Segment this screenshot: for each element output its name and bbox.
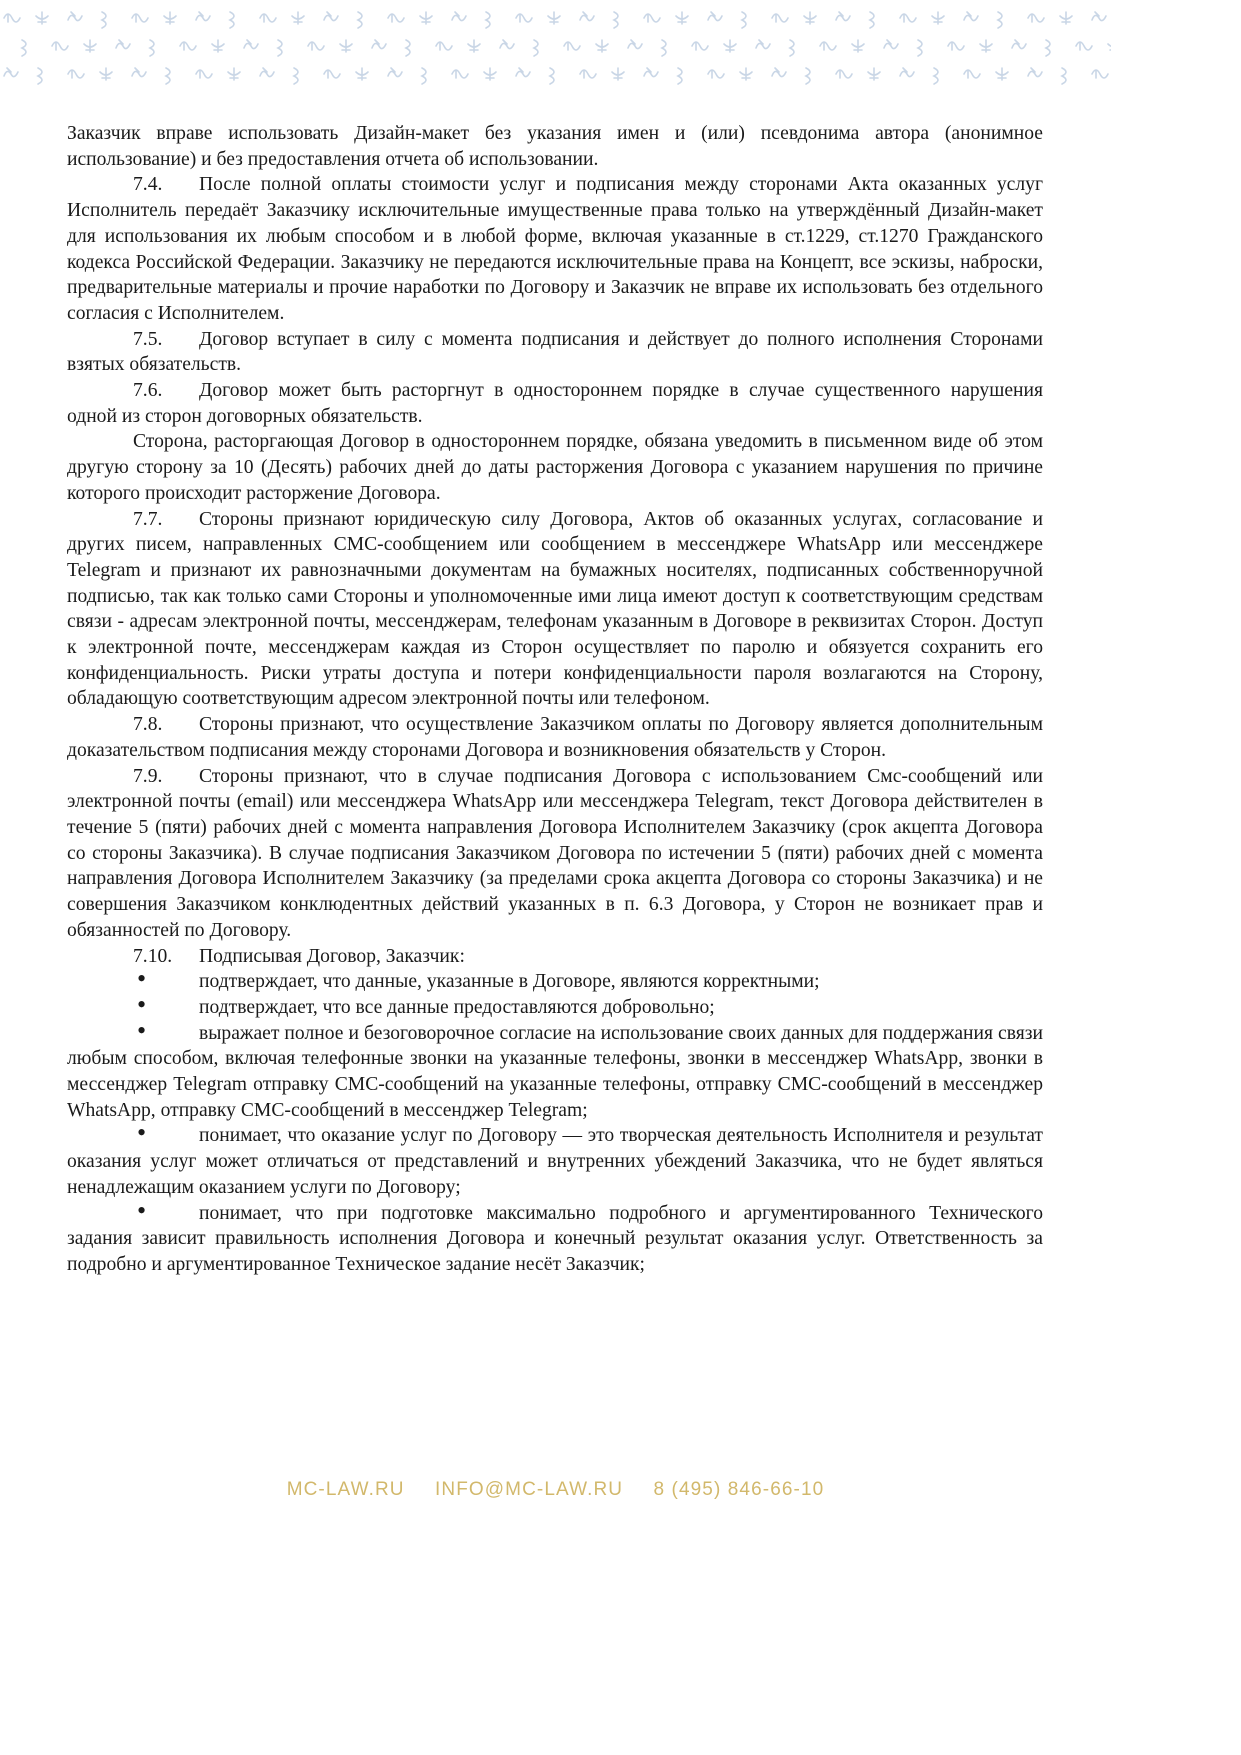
ornament-glyph-icon: [806, 68, 810, 84]
ornament-glyph-icon: [308, 42, 324, 50]
ornament-glyph-icon: [612, 68, 624, 80]
footer-phone[interactable]: 8 (495) 846-66-10: [653, 1479, 825, 1500]
ornament-glyph-icon: [900, 68, 914, 77]
ornament-glyph-icon: [964, 70, 980, 78]
ornament-glyph-icon: [150, 40, 154, 56]
ornament-glyph-icon: [550, 68, 554, 84]
ornament-glyph-icon: [388, 14, 404, 22]
ornament-glyph-icon: [644, 14, 660, 22]
ornament-glyph-icon: [756, 40, 770, 49]
ornament-glyph-icon: [900, 14, 916, 22]
ornament-glyph-icon: [772, 14, 788, 22]
clause-7-6: 7.6. Договор может быть расторгнут в одностороннем порядке в случае существенного нарушения одной из сторон договорных обязательств.: [67, 380, 1043, 427]
clause-7-9: 7.9. Стороны признают, что в случае подписания Договора с использованием Смс-сообщений или электронной почты (email) или мессенджера WhatsApp или мессенджера Telegram, текст Договора действителен в течение 5 (пяти) рабочих дней с момента направления Договора Исполнителем Заказчику (срок акцепта Договора со стороны Заказчика). В случае подписания Заказчиком Договора по истечении 5 (пяти) рабочих дней с момента направления Договора Исполнителем Заказчику (за пределами срока акцепта Договора со стороны Заказчика) и не совершения Заказчиком конклюдентных действий указанных в п. 6.3 Договора, у Сторон не возникает прав и обязанностей по Договору.: [67, 765, 1043, 941]
ornament-glyph-icon: [4, 14, 20, 22]
ornament-glyph-icon: [772, 68, 786, 77]
ornament-glyph-icon: [870, 12, 874, 28]
ornament-glyph-icon: [436, 42, 452, 50]
ornament-glyph-icon: [678, 68, 682, 84]
ornament-glyph-icon: [996, 68, 1008, 80]
ornament-glyph-icon: [868, 68, 880, 80]
clause-7-7: 7.7. Стороны признают юридическую силу Договора, Актов об оказанных услугах, согласование и других писем, направленных СМС-сообщением или сообщением в мессенджере WhatsApp или мессенджере Telegram и признают их равнозначными документам на бумажных носителях, подписанных собственноручной подписью, так как только сами Стороны и уполномоченные ими лица имеют доступ к соответствующим средствам связи - адресам электронной почты, мессенджерам, телефонам указанным в Договоре в реквизитах Сторон. Доступ к электронной почте, мессенджерам каждая из Сторон осуществляет по паролю и обязуется сохранить его конфиденциальность. Риски утраты доступа и потери конфиденциальности пароля возлагаются на Сторону, обладающую соответствующим адресом электронной почты или телефоном.: [67, 508, 1043, 710]
ornament-glyph-icon: [212, 40, 224, 52]
ornament-glyph-icon: [292, 12, 304, 24]
bullet-icon: [133, 1201, 199, 1227]
ornament-glyph-icon: [580, 12, 594, 21]
ornament-glyph-icon: [724, 40, 736, 52]
decorative-pattern-header: [0, 0, 1111, 100]
list-item: •понимает, что при подготовке максимально подробного и аргументированного Технического задания зависит правильность исполнения Договора и конечный результат оказания услуг. Ответственность за подробно и аргументированное Техническое задание несёт Заказчик;: [67, 1201, 1043, 1278]
ornament-glyph-icon: [356, 68, 368, 80]
ornament-glyph-icon: [932, 12, 944, 24]
ornament-glyph-icon: [420, 12, 432, 24]
ornament-glyph-icon: [180, 42, 196, 50]
ornament-glyph-icon: [934, 68, 938, 84]
ornament-glyph-icon: [884, 40, 898, 49]
ornament-glyph-icon: [372, 40, 386, 49]
footer-contacts: [0, 1479, 1111, 1501]
ornament-glyph-icon: [614, 12, 618, 28]
ornament-glyph-icon: [1076, 42, 1092, 50]
ornament-glyph-icon: [468, 40, 480, 52]
ornament-glyph-icon: [132, 14, 148, 22]
ornament-glyph-icon: [486, 12, 490, 28]
ornament-glyph-icon: [644, 68, 658, 77]
clause-7-8: 7.8. Стороны признают, что осуществление Заказчиком оплаты по Договору является дополнительным доказательством подписания между сторонами Договора и возникновения обязательств у Сторон.: [67, 714, 1043, 761]
ornament-glyph-icon: [1012, 40, 1026, 49]
ornament-glyph-icon: [1028, 68, 1042, 77]
ornament-glyph-icon: [692, 42, 708, 50]
list-item: •подтверждает, что данные, указанные в Договоре, являются корректными;: [67, 969, 1043, 995]
ornament-glyph-icon: [1028, 14, 1044, 22]
ornament-glyph-icon: [740, 68, 752, 80]
footer-website-link[interactable]: MC-LAW.RU: [286, 1479, 405, 1500]
ornament-glyph-icon: [708, 70, 724, 78]
clause-number: 7.5.: [133, 328, 163, 350]
ornament-glyph-icon: [84, 40, 96, 52]
clause-7-4: 7.4. После полной оплаты стоимости услуг и подписания между сторонами Акта оказанных услуг Исполнитель передаёт Заказчику исключительные имущественные права только на утверждённый Дизайн-макет для использования их любым способом и в любой форме, включая указанные в ст.1229, ст.1270 Гражданского кодекса Российской Федерации. Заказчику не передаются исключительные права на Концепт, все эскизы, наброски, предварительные материалы и прочие наработки по Договору и Заказчик не вправе их использовать без отдельного согласия с Исполнителем.: [67, 174, 1043, 324]
clause-number: 7.10.: [133, 945, 173, 967]
ornament-glyph-icon: [964, 12, 978, 21]
ornament-glyph-icon: [196, 12, 210, 21]
ornament-glyph-icon: [564, 42, 580, 50]
ornament-glyph-icon: [836, 12, 850, 21]
ornament-glyph-icon: [116, 40, 130, 49]
ornament-glyph-icon: [484, 68, 496, 80]
clause-number: 7.7.: [133, 508, 163, 530]
ornament-glyph-icon: [580, 70, 596, 78]
ornament-glyph-icon: [228, 68, 240, 80]
ornament-glyph-icon: [1092, 70, 1108, 78]
bullet-icon: [133, 1021, 199, 1047]
ornament-glyph-icon: [278, 40, 282, 56]
clause-number: 7.8.: [133, 714, 163, 736]
ornament-glyph-icon: [534, 40, 538, 56]
ornament-glyph-icon: [68, 70, 84, 78]
ornament-glyph-icon: [36, 12, 48, 24]
ornament-glyph-icon: [166, 68, 170, 84]
ornament-glyph-icon: [662, 40, 666, 56]
clause-7-10: 7.10. Подписывая Договор, Заказчик:: [67, 944, 1043, 970]
clause-7-5: 7.5. Договор вступает в силу с момента подписания и действует до полного исполнения Сторонами взятых обязательств.: [67, 328, 1043, 376]
ornament-glyph-icon: [708, 12, 722, 21]
ornament-glyph-icon: [516, 68, 530, 77]
ornament-glyph-icon: [388, 68, 402, 77]
ornament-glyph-icon: [244, 40, 258, 49]
ornament-glyph-icon: [38, 68, 42, 84]
ornament-glyph-icon: [260, 68, 274, 77]
clause-number: 7.9.: [133, 765, 163, 787]
ornament-glyph-icon: [1062, 68, 1066, 84]
ornament-glyph-icon: [980, 40, 992, 52]
ornament-glyph-icon: [340, 40, 352, 52]
ornament-glyph-icon: [422, 68, 426, 84]
ornament-glyph-icon: [596, 40, 608, 52]
ornament-glyph-icon: [516, 14, 532, 22]
ornament-glyph-icon: [260, 14, 276, 22]
ornament-glyph-icon: [324, 70, 340, 78]
ornament-glyph-icon: [294, 68, 298, 84]
ornament-glyph-icon: [548, 12, 560, 24]
ornament-glyph-icon: [102, 12, 106, 28]
clause-7-6-termination-notice: Сторона, расторгающая Договор в одностороннем порядке, обязана уведомить в письменном виде об этом другую сторону за 10 (Десять) рабочих дней до даты расторжения Договора с указанием нарушения по причине которого происходит расторжение Договора.: [67, 431, 1043, 504]
ornament-glyph-icon: [948, 42, 964, 50]
ornament-glyph-icon: [324, 12, 338, 21]
ornament-glyph-icon: [4, 68, 18, 77]
list-item: •выражает полное и безоговорочное согласие на использование своих данных для поддержания связи любым способом, включая телефонные звонки на указанные телефоны, звонки в мессенджер WhatsApp, звонки в мессенджер Telegram отправку СМС-сообщений на указанные телефоны, отправку СМС-сообщений в мессенджер WhatsApp, отправку СМС-сообщений в мессенджер Telegram;: [67, 1021, 1043, 1124]
ornament-glyph-icon: [358, 12, 362, 28]
ornament-glyph-icon: [230, 12, 234, 28]
clause-number: 7.6.: [133, 380, 163, 402]
ornament-glyph-icon: [742, 12, 746, 28]
ornament-glyph-icon: [406, 40, 410, 56]
ornament-glyph-icon: [918, 40, 922, 56]
ornament-glyph-icon: [836, 70, 852, 78]
clause-number: 7.4.: [133, 174, 163, 196]
bullet-icon: [133, 1123, 199, 1149]
ornament-glyph-icon: [452, 70, 468, 78]
list-item: •понимает, что оказание услуг по Договору — это творческая деятельность Исполнителя и результат оказания услуг может отличаться от представлений и внутренних убеждений Заказчика, что не будет являться ненадлежащим оказанием услуги по Договору;: [67, 1123, 1043, 1200]
ornament-glyph-icon: [852, 40, 864, 52]
ornament-glyph-icon: [52, 42, 68, 50]
footer-email-link[interactable]: INFO@MC-LAW.RU: [435, 1479, 624, 1500]
ornament-glyph-icon: [22, 40, 26, 56]
ornament-glyph-icon: [100, 68, 112, 80]
ornament-glyph-icon: [164, 12, 176, 24]
list-item: •подтверждает, что все данные предоставляются добровольно;: [67, 995, 1043, 1021]
paragraph-7-3-continuation: Заказчик вправе использовать Дизайн-макет без указания имен и (или) псевдонима автора (анонимное использование) и без предоставления отчета об использовании.: [67, 123, 1043, 170]
ornament-glyph-icon: [790, 40, 794, 56]
ornament-glyph-icon: [452, 12, 466, 21]
ornament-glyph-icon: [998, 12, 1002, 28]
ornament-glyph-icon: [132, 68, 146, 77]
document-body: [67, 121, 1043, 1278]
ornament-glyph-icon: [804, 12, 816, 24]
ornament-glyph-icon: [628, 40, 642, 49]
ornament-glyph-icon: [1060, 12, 1072, 24]
ornament-glyph-icon: [68, 12, 82, 21]
ornament-glyph-icon: [1108, 40, 1111, 52]
ornament-glyph-icon: [820, 42, 836, 50]
ornament-glyph-icon: [500, 40, 514, 49]
ornament-glyph-icon: [676, 12, 688, 24]
ornament-glyph-icon: [1046, 40, 1050, 56]
ornament-glyph-icon: [0, 0, 1111, 100]
ornament-glyph-icon: [196, 70, 212, 78]
ornament-glyph-icon: [1092, 12, 1106, 21]
